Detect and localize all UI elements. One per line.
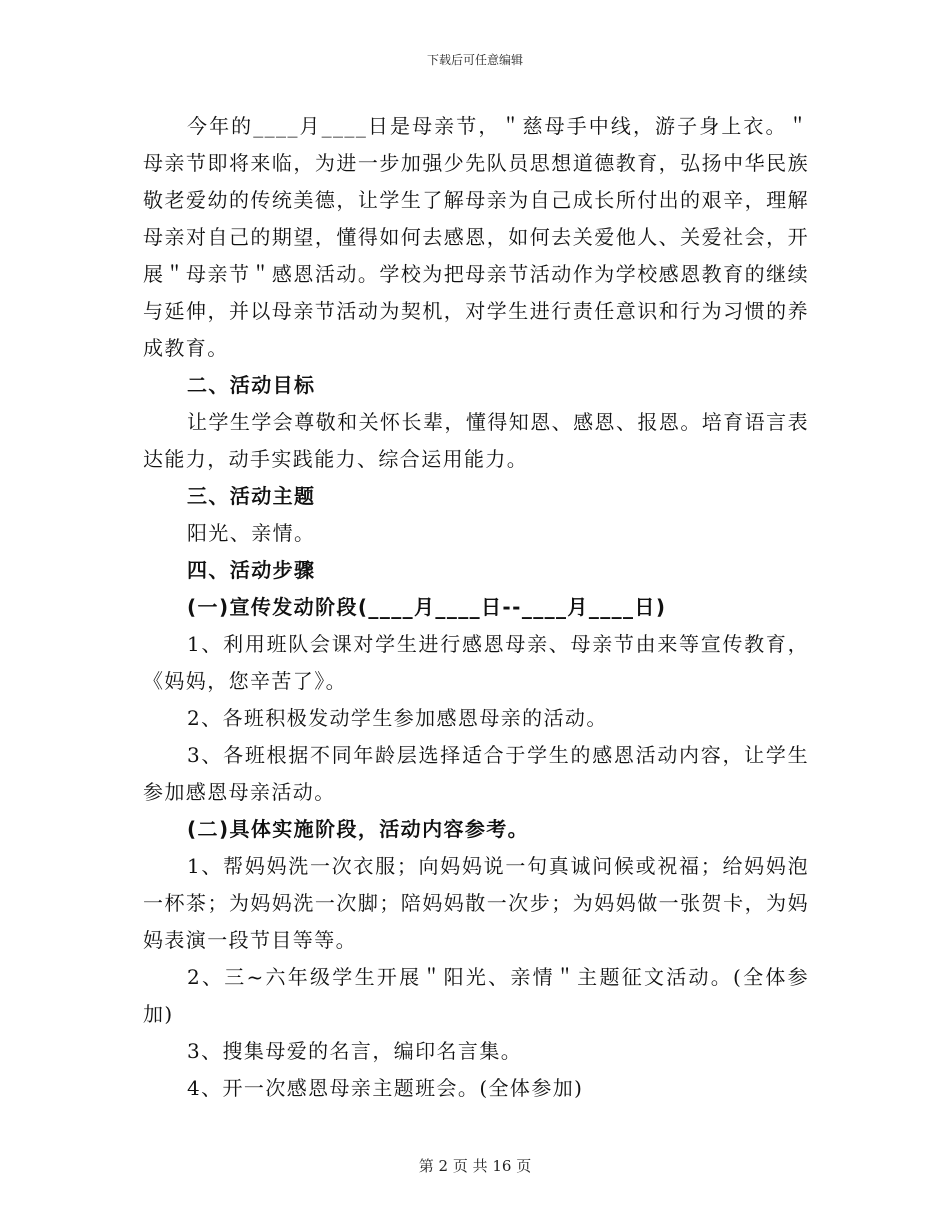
intro-paragraph: 今年的____月____日是母亲节，＂慈母手中线，游子身上衣。＂母亲节即将来临，为进一步加强少先队员思想道德教育，弘扬中华民族敬老爱幼的传统美德，让学生了解母亲为自己成长所付出的艰辛，理解母亲对自己的期望，懂得如何去感恩，如何去关爱他人、关爱社会，开展＂母亲节＂感恩活动。学校为把母亲节活动作为学校感恩教育的继续与延伸，并以母亲节活动为契机，对学生进行责任意识和行为习惯的养成教育。	[143, 114, 809, 360]
list-item: 2、三~六年级学生开展＂阳光、亲情＂主题征文活动。(全体参加)	[143, 965, 809, 1026]
section-heading-theme: 三、活动主题	[187, 484, 316, 508]
document-body	[143, 108, 809, 1107]
subheading-implementation-stage: (二)具体实施阶段，活动内容参考。	[187, 817, 530, 841]
section-heading-steps: 四、活动步骤	[187, 558, 316, 582]
page-number-footer: 第 2 页 共 16 页	[418, 1157, 532, 1175]
goals-paragraph: 让学生学会尊敬和关怀长辈，懂得知恩、感恩、报恩。培育语言表达能力，动手实践能力、综合运用能力。	[143, 410, 809, 471]
section-heading-goals: 二、活动目标	[187, 373, 316, 397]
theme-paragraph: 阳光、亲情。	[187, 521, 316, 545]
list-item: 2、各班积极发动学生参加感恩母亲的活动。	[187, 706, 608, 730]
list-item: 3、搜集母爱的名言，编印名言集。	[187, 1039, 523, 1063]
page-header: 下载后可任意编辑	[426, 53, 523, 67]
list-item: 1、利用班队会课对学生进行感恩母亲、母亲节由来等宣传教育，《妈妈，您辛苦了》。	[143, 632, 809, 693]
subheading-publicity-stage: (一)宣传发动阶段(____月____日--____月____日)	[187, 595, 667, 619]
list-item: 1、帮妈妈洗一次衣服；向妈妈说一句真诚问候或祝福；给妈妈泡一杯茶；为妈妈洗一次脚；陪妈妈散一次步；为妈妈做一张贺卡，为妈妈表演一段节目等等。	[143, 854, 809, 952]
list-item: 3、各班根据不同年龄层选择适合于学生的感恩活动内容，让学生参加感恩母亲活动。	[143, 743, 809, 804]
list-item: 4、开一次感恩母亲主题班会。(全体参加)	[187, 1076, 584, 1100]
